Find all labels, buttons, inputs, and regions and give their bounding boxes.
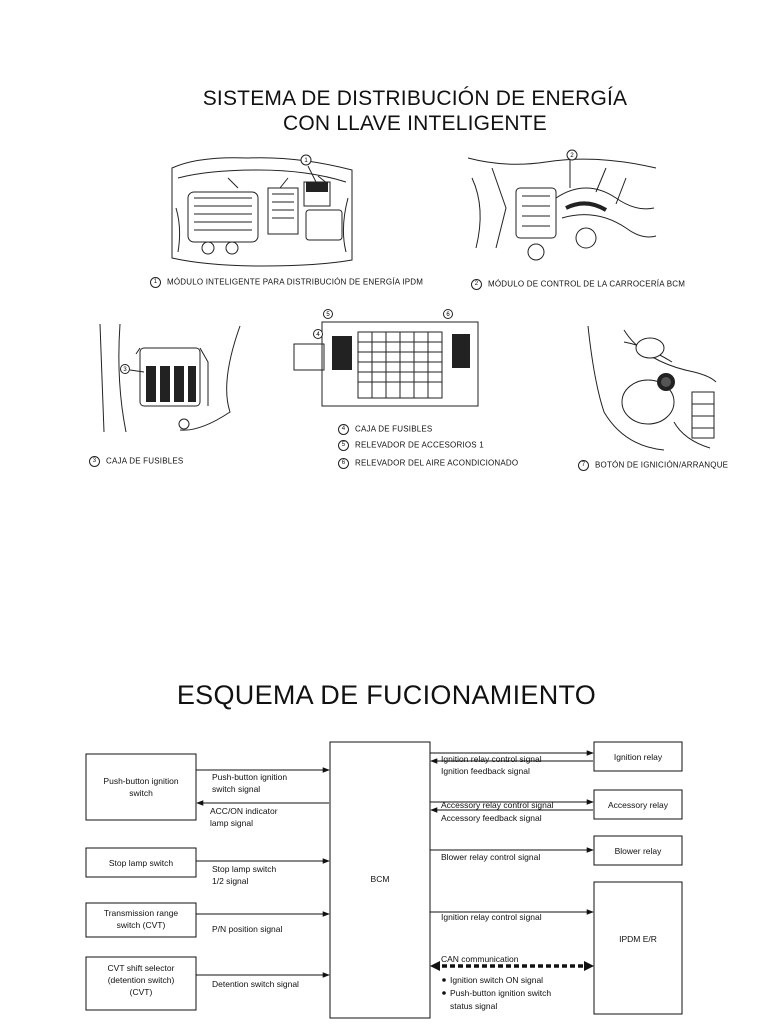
- caption-2-number: 2: [471, 279, 482, 290]
- left-box-3-line1: Transmission range: [103, 908, 179, 918]
- right-signal-4: Accessory feedback signal: [441, 813, 542, 823]
- left-box-1-line1: Push-button ignition: [103, 776, 179, 786]
- caption-5-text: RELEVADOR DE ACCESORIOS 1: [355, 440, 484, 450]
- caption-3: [89, 456, 183, 467]
- caption-6: [338, 458, 518, 469]
- can-bullet-1: Ignition switch ON signal: [450, 975, 544, 985]
- left-signal-1-line2: switch signal: [212, 784, 261, 794]
- right-signal-2: Ignition feedback signal: [441, 766, 530, 776]
- caption-6-text: RELEVADOR DEL AIRE ACONDICIONADO: [355, 458, 519, 468]
- left-box-2-line1: Stop lamp switch: [108, 858, 174, 868]
- caption-4-text: CAJA DE FUSIBLES: [355, 424, 433, 434]
- right-box-3-label: Blower relay: [614, 846, 662, 856]
- ignition-button-figure: [584, 322, 718, 452]
- caption-4: [338, 424, 432, 435]
- left-box-4-line1: CVT shift selector: [107, 963, 175, 973]
- can-bullet-2: Push-button ignition switch: [450, 988, 552, 998]
- section1-title-line1: SISTEMA DE DISTRIBUCIÓN DE ENERGÍA: [202, 87, 628, 110]
- right-box-2-label: Accessory relay: [608, 800, 668, 810]
- left-box-3-line2: switch (CVT): [116, 920, 166, 930]
- callout-3: 3: [123, 367, 127, 373]
- left-signal-4: P/N position signal: [212, 924, 283, 934]
- left-signal-2-line2: lamp signal: [210, 818, 253, 828]
- left-box-4-line2: (detention switch): [107, 975, 175, 985]
- right-signal-7: CAN communication: [441, 954, 519, 964]
- caption-4-number: 4: [338, 424, 349, 435]
- caption-7-text: BOTÓN DE IGNICIÓN/ARRANQUE: [595, 460, 729, 470]
- caption-2-text: MÓDULO DE CONTROL DE LA CARROCERÍA BCM: [488, 279, 686, 289]
- section2-title: ESQUEMA DE FUCIONAMIENTO: [176, 680, 597, 710]
- caption-3-text: CAJA DE FUSIBLES: [106, 456, 184, 466]
- can-bullet-2-dot: [442, 991, 446, 995]
- fuse-panel-figure: [292, 306, 482, 416]
- bcm-label: BCM: [370, 874, 390, 884]
- callout-4: 4: [316, 332, 320, 338]
- callout-1: 1: [304, 158, 308, 164]
- right-signal-3: Accessory relay control signal: [441, 800, 554, 810]
- operation-block-diagram: [0, 730, 768, 1024]
- caption-7: [578, 460, 728, 471]
- section1-title-line2: CON LLAVE INTELIGENTE: [282, 112, 548, 135]
- left-signal-3-line2: 1/2 signal: [212, 876, 249, 886]
- callout-6: 6: [446, 312, 450, 318]
- caption-1-text: MÓDULO INTELIGENTE PARA DISTRIBUCIÓN DE ENERGÍA IPDM: [167, 277, 424, 287]
- caption-5-number: 5: [338, 440, 349, 451]
- left-signal-2-line1: ACC/ON indicator: [210, 806, 278, 816]
- caption-1-number: 1: [150, 277, 161, 288]
- ipdm-er-box: [594, 882, 682, 1014]
- left-signal-3-line1: Stop lamp switch: [212, 864, 277, 874]
- right-signal-1: Ignition relay control signal: [441, 754, 542, 764]
- right-signal-5: Blower relay control signal: [441, 852, 541, 862]
- bcm-location-figure: [466, 148, 660, 268]
- left-box-4-line3: (CVT): [129, 987, 153, 997]
- caption-2: [471, 279, 685, 290]
- right-box-4-label: IPDM E/R: [619, 934, 657, 944]
- callout-2: 2: [570, 153, 574, 159]
- fuse-box-figure: [80, 322, 250, 434]
- caption-7-number: 7: [578, 460, 589, 471]
- caption-6-number: 6: [338, 458, 349, 469]
- push-button-ignition-switch-box: [86, 754, 196, 820]
- left-signal-1-line1: Push-button ignition: [212, 772, 288, 782]
- caption-3-number: 3: [89, 456, 100, 467]
- right-box-1-label: Ignition relay: [613, 752, 663, 762]
- can-bullet-1-dot: [442, 978, 446, 982]
- engine-bay-ipdm-figure: [168, 148, 356, 270]
- can-bullet-3: status signal: [450, 1001, 498, 1011]
- left-signal-5: Detention switch signal: [212, 979, 299, 989]
- caption-1: [150, 277, 423, 288]
- callout-5: 5: [326, 312, 330, 318]
- right-signal-6: Ignition relay control signal: [441, 912, 542, 922]
- left-box-1-line2: switch: [129, 788, 153, 798]
- caption-5: [338, 440, 484, 451]
